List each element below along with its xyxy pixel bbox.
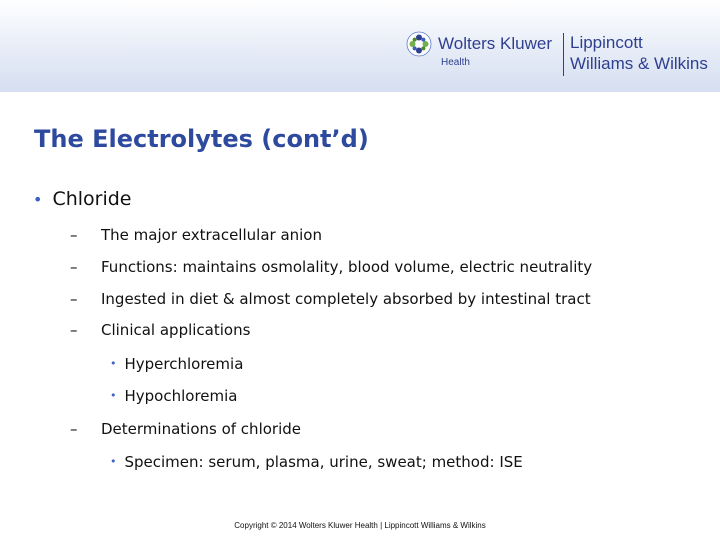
list-item [70,226,322,244]
brand-sub: Health [441,57,470,68]
publisher-name [570,32,708,74]
brand-name: Wolters Kluwer [438,34,552,53]
dash-bullet-icon: – [70,226,78,244]
sub-list-item [110,387,238,405]
bullet-dot-icon: • [33,190,43,209]
bullet-dot-icon: • [110,357,117,370]
sub-list-item [110,453,523,471]
footer-copyright: Copyright © 2014 Wolters Kluwer Health | Lippincott Williams & Wilkins [234,521,486,530]
wolters-kluwer-logo-icon [406,31,432,57]
dash-bullet-icon: – [70,420,78,438]
bullet-dot-icon: • [110,455,117,468]
list-item [70,290,591,308]
logo-divider [563,33,564,76]
slide-title: The Electrolytes (cont’d) [34,125,369,153]
sub-list-item-text: Hypochloremia [124,387,238,405]
publisher-line-2: Williams & Wilkins [570,54,708,73]
bullet-dot-icon: • [110,389,117,402]
list-item [70,258,592,276]
list-item-text: The major extracellular anion [101,226,322,244]
bullet-topic [33,188,132,210]
publisher-line-1: Lippincott [570,33,643,52]
sub-list-item-text: Hyperchloremia [124,355,244,373]
list-item [70,321,250,339]
list-item-text: Ingested in diet & almost completely absorbed by intestinal tract [101,290,591,308]
dash-bullet-icon: – [70,321,78,339]
sub-list-item-text: Specimen: serum, plasma, urine, sweat; method: ISE [124,453,523,471]
list-item-text: Clinical applications [101,321,251,339]
dash-bullet-icon: – [70,258,78,276]
dash-bullet-icon: – [70,290,78,308]
list-item-text: Functions: maintains osmolality, blood volume, electric neutrality [101,258,593,276]
list-item [70,420,301,438]
list-item-text: Determinations of chloride [101,420,301,438]
publisher-logo [406,30,716,80]
bullet-topic-text: Chloride [52,188,132,210]
sub-list-item [110,355,243,373]
